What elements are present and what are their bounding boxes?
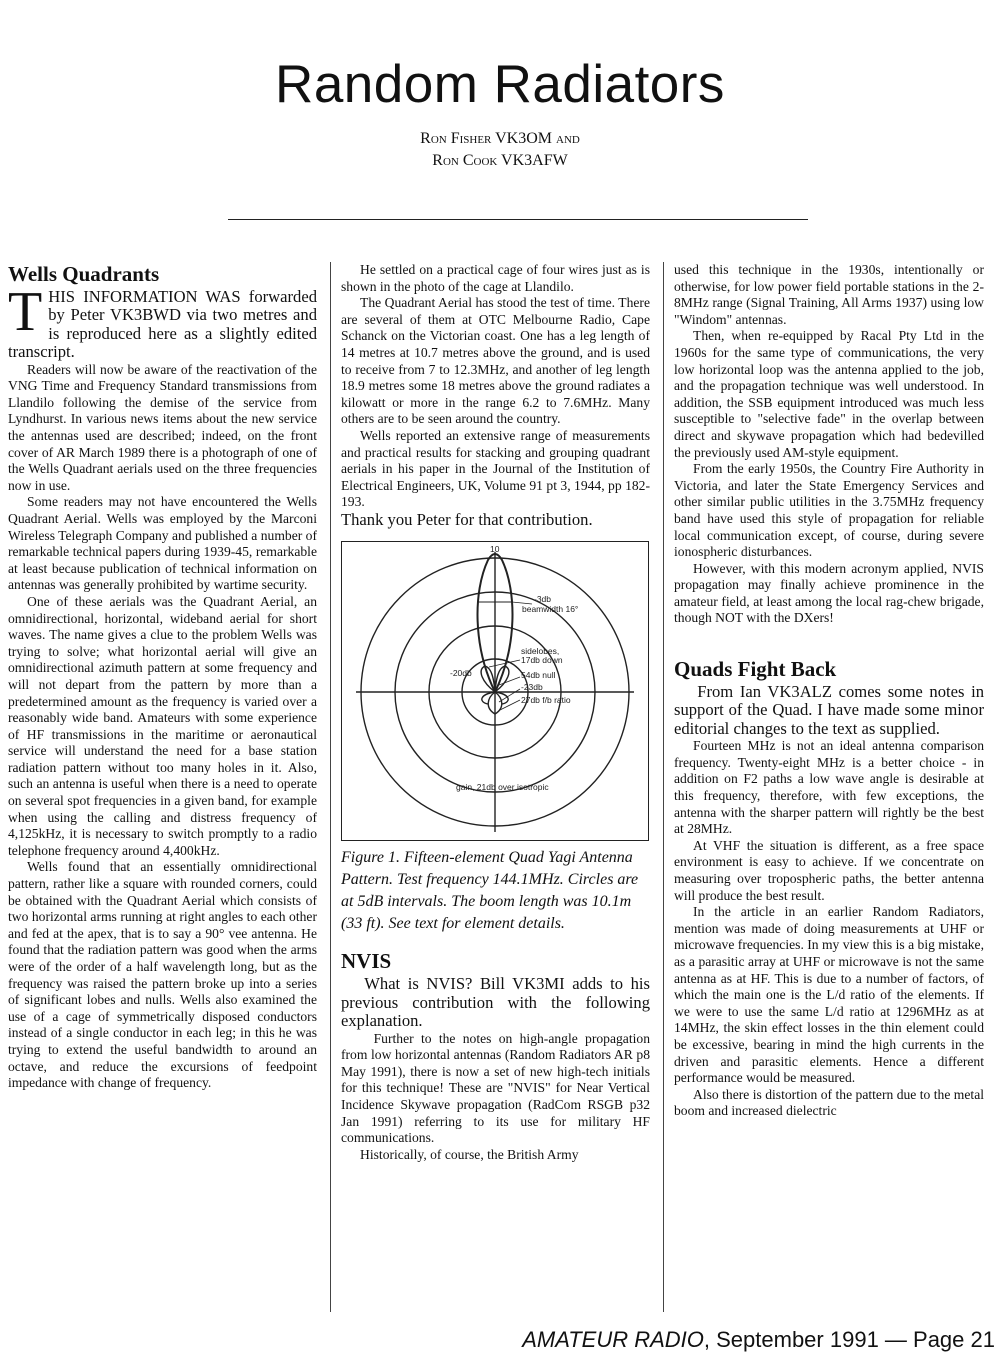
footer-date-page: , September 1991 — Page 21 xyxy=(703,1327,995,1352)
byline-authors-2: Ron Cook VK3AFW xyxy=(432,152,568,169)
wells-paragraph-4: Wells found that an essentially omnidirectional pattern, rather like a square with rounded corners, could be obtained with the Quadrant Aerial which consists of two horizontal arms running at right angles to each other and fed at the apex, that is to say a 90° vee antenna. He found that the radiation pattern was good when the arms were of the order of a half wavelength long, but as the frequency was raised the pattern broke up into a series of significant lobes and nulls. Wells also examined the use of a cage of symmetrically disposed conductors instead of a single conductor in each leg; in this he was trying to extend the useful bandwidth to around an octave, and reduce the excursions of feedpoint impedance with change of frequency. xyxy=(8,859,317,1091)
footer-magazine-name: AMATEUR RADIO xyxy=(522,1327,704,1352)
section-gap xyxy=(674,627,984,657)
label-17db: 17db down xyxy=(521,655,563,666)
drop-cap: T xyxy=(8,288,43,343)
label-fb: 27db f/b ratio xyxy=(521,695,571,706)
nvis-paragraph-6: However, with this modern acronym applied, NVIS propagation may finally achieve prominence in the amateur field, at least among the local rag-chew brigade, though NOT with the DXers! xyxy=(674,560,984,626)
nvis-paragraph-5: From the early 1950s, the Country Fire Authority in Victoria, and later the State Emergency Services and other similar public utilities in the 3.75MHz frequency band have used this style of propagation for reliable local communication except, of course, during severe ionospheric disturbances. xyxy=(674,461,984,560)
label-3db: -3db xyxy=(534,594,552,605)
leader-null xyxy=(499,677,520,685)
label-sidelobes: sidelobes, xyxy=(521,646,560,657)
column-1 xyxy=(8,262,317,1314)
wells-paragraph-5: He settled on a practical cage of four wires just as is shown in the photo of the cage at Llandilo. xyxy=(341,262,650,294)
figure-caption: Figure 1. Fifteen-element Quad Yagi Antenna Pattern. Test frequency 144.1MHz. Circles are at 5dB intervals. The boom length was 10.1m (33 ft). See text for element details. xyxy=(341,849,639,933)
intro-text: HIS INFORMATION WAS forwarded by Peter VK3BWD via two metres and is reproduced here as a slightly edited transcript. xyxy=(8,288,317,362)
title-rule xyxy=(228,219,808,220)
quads-paragraph-3: In the article in an earlier Random Radiators, mention was made of doing measurements at UHF or microwave frequencies. In my view this is a big mistake, as a parasitic array at UHF or microwave is not the same antenna as at HF. This is due to a number of factors, of which the main one is the L/d ratio of the elements. If we were to use the same L/d ratio at 1296MHz as at 14MHz, the skin effect losses in the thin element could be excessive, bearing in mind the high currents in the driven and parasitic elements. Hence a different performance would be measured. xyxy=(674,904,984,1086)
section-heading-quads: Quads Fight Back xyxy=(674,657,837,682)
wells-paragraph-2: Some readers may not have encountered the Wells Quadrant Aerial. Wells was employed by the Marconi Wireless Telegraph Company and published a number of remarkable technical papers during 1939-45, remarkable at least because publication of technical information on antennas was generally prohibited by wartime security. xyxy=(8,494,317,593)
quads-paragraph-4: Also there is distortion of the pattern due to the metal boom and increased dielectric xyxy=(674,1086,984,1119)
page-title: Random Radiators xyxy=(275,55,725,114)
quads-lead: From Ian VK3ALZ comes some notes in support of the Quad. I have made some minor editorial changes to the text as supplied. xyxy=(674,682,984,738)
label-20db: -20db xyxy=(450,668,472,679)
section-heading-wells: Wells Quadrants xyxy=(8,262,160,286)
nvis-lead: What is NVIS? Bill VK3MI adds to his previous contribution with the following explanation. xyxy=(341,974,650,1031)
byline-authors-1: Ron Fisher VK3OM and xyxy=(420,130,580,147)
column-2 xyxy=(341,262,650,1314)
nvis-paragraph-1: Further to the notes on high-angle propagation from low horizontal antennas (Random Radiators AR p8 May 1991), there is now a set of new high-tech initials for this technique! These are "NVIS" for Near Vertical Incidence Skywave propagation (RadCom RSGB p32 Jan 1991) referring to its use for military HF communications. xyxy=(341,1030,650,1146)
quads-paragraph-2: At VHF the situation is different, as a free space environment is easy to achieve. If we concentrate on measuring over tropospheric paths, the better antenna will produce the best result. xyxy=(674,837,984,903)
column-divider-2 xyxy=(663,262,664,1312)
section-heading-nvis: NVIS xyxy=(341,949,392,974)
intro-paragraph xyxy=(8,288,317,362)
leader-23db xyxy=(499,689,520,702)
label-beamwidth: beamwidth 16° xyxy=(522,604,579,615)
label-gain: gain, 21db over isotropic xyxy=(456,782,549,793)
label-top: 10 xyxy=(490,544,500,555)
thanks-line: Thank you Peter for that contribution. xyxy=(341,509,593,529)
column-divider-1 xyxy=(330,262,331,1312)
column-3 xyxy=(674,262,984,1314)
leader-fb xyxy=(500,700,520,710)
figure-antenna-pattern xyxy=(341,541,649,841)
wells-paragraph-1: Readers will now be aware of the reactivation of the VNG Time and Frequency Standard transmissions from Llandilo following the demise of the service from Lyndhurst. In various news items about the new service the antennas used are described; indeed, on the front cover of AR March 1989 there is a photograph of one of the Wells Quadrant aerials used on the three frequencies now in use. xyxy=(8,361,317,493)
wells-paragraph-6: The Quadrant Aerial has stood the test of time. There are several of them at OTC Melbourne Radio, Cape Schanck on the Victorian coast. One has a leg length of 14 metres at 10.7 metres above the ground, and is used to receive from 7 to 12.3MHz, and another of leg length 18.9 metres some 18 metres above the ground radiates a kilowatt or more in the range 6.2 to 7.6MHz. Many others are to be seen around the country. xyxy=(341,295,650,427)
wells-paragraph-3: One of these aerials was the Quadrant Aerial, an omnidirectional, horizontal, wideband aerial for short waves. The name gives a clue to the problem Wells was trying to solve; what horizontal aerial will give an omnidirectional azimuth pattern at some frequency and will not depart from the pattern by more than a predetermined amount as the frequency is varied over a reasonably wide band. Amateurs with some experience of HF transmissions in the maritime or aeronautical service will understand the need for a base station radiation pattern without too many holes in it. Also, such an antenna is useful when there is a need to operate on several spot frequencies in a given band, for example when using the calling and distress frequency of 4,125kHz, it is necessary to switch promptly to a radio telephone frequency around 4,400kHz. xyxy=(8,593,317,858)
nvis-paragraph-2: Historically, of course, the British Army xyxy=(360,1146,579,1162)
nvis-paragraph-4: Then, when re-equipped by Racal Pty Ltd in the 1960s for the same type of communications, the very low horizontal loop was the antenna applied to the job, and the propagation technique was well understood. In addition, the SSB equipment introduced was much less susceptible to "selective fade" in the overlap between direct and skywave propagation which had bedevilled the previously used AM-style equipment. xyxy=(674,328,984,460)
nvis-paragraph-3: used this technique in the 1930s, intentionally or otherwise, for low power field portable stations in the 2-8MHz range (Signal Training, All Arms 1937) using low "Windom" antennas. xyxy=(674,262,984,327)
label-23db: -23db xyxy=(521,682,543,693)
page-footer xyxy=(440,1327,995,1353)
wells-paragraph-7: Wells reported an extensive range of measurements and practical results for stacking and grouping quadrant aerials in his paper in the Journal of the Institution of Electrical Engineers, UK, Volume 91 pt 3, 1944, pp 182-193. xyxy=(341,427,650,510)
quads-paragraph-1: Fourteen MHz is not an ideal antenna comparison frequency. Twenty-eight MHz is a better choice - in addition on F2 paths a low wave angle is desirable at this frequency, therefore, with few exceptions, the antenna with the sharper pattern will rightly be the best at 28MHz. xyxy=(674,738,984,837)
polar-pattern-diagram xyxy=(342,542,648,840)
label-null: 54db null xyxy=(521,670,556,681)
